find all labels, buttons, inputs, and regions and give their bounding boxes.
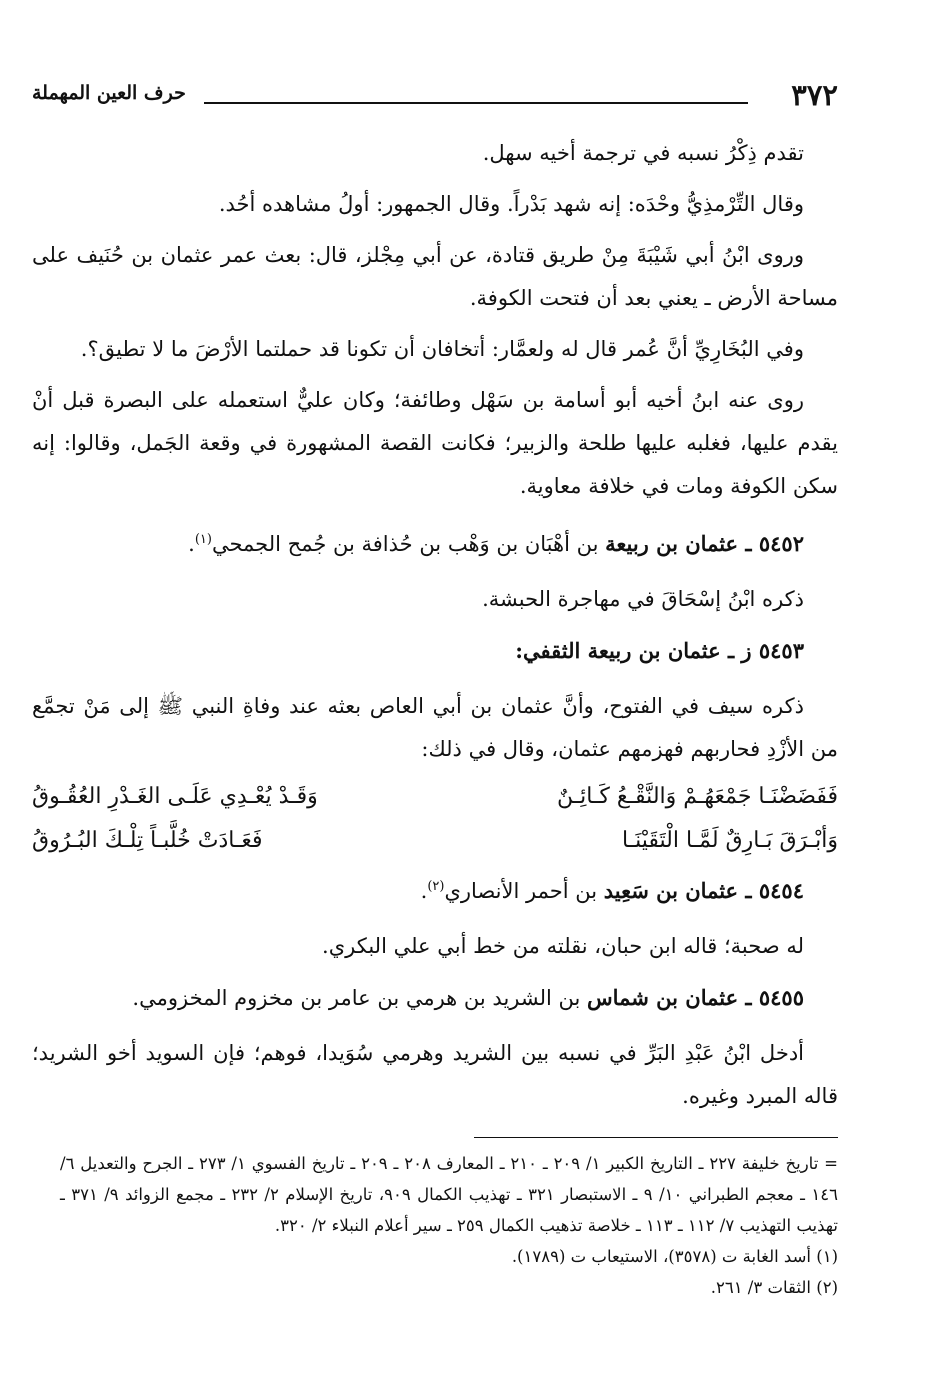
verse-second-hemistich: فَعَـادَتْ خُلَّبـاً تِلْـكَ البُـرُوقُ [32,828,263,853]
footnote-1: (١) أسد الغابة ت (٣٥٧٨)، الاستيعاب ت (١٧٨٩). [511,1247,838,1266]
entry-end: . [420,879,428,903]
paragraph: أدخل ابْنُ عَبْدِ البَرِّ في نسبه بين الشريد وهرمي سُوَيدا، فوهم؛ فإن السويد أخو الشريد؛ قاله المبرد وغيره. [32,1041,838,1108]
entry-lineage: بن الشريد بن هرمي بن عامر بن مخزوم المخزومي. [132,986,588,1010]
entry-heading: ٥٤٥٣ ز ـ عثمان بن ربيعة الثقفي: [515,638,804,663]
footnote-ref: (١) [194,532,212,547]
verse-first-hemistich: وَأبْـرَقَ بَـارِقٌ لَمَّـا الْتَقَيْنَـا [621,828,838,853]
page-header [32,78,838,112]
entry-5454 [32,869,838,913]
entry-heading: ٥٤٥٢ ـ عثمان بن ربيعة [605,531,804,556]
footnote-2: (٢) الثقات ٣/ ٢٦١. [710,1278,838,1297]
footnote-continuation: = تاريخ خليفة ٢٢٧ ـ التاريخ الكبير ١/ ٢٠٩ ـ ٢١٠ ـ المعارف ٢٠٨ ـ ٢٠٩ ـ تاريخ الفسوي ١/ ٢٧٣ ـ الجرح والتعديل ٦/ ١٤٦ ـ معجم الطبراني ١٠/ ٩ ـ الاستبصار ٣٢١ ـ تهذيب الكمال ٩٠٩، تاريخ الإسلام ٢/ ٢٣٢ ـ مجمع الزوائد ٩/ ٣٧١ ـ تهذيب التهذيب ٧/ ١١٢ ـ ١١٣ ـ خلاصة تذهيب الكمال ٢٥٩ ـ سير أعلام النبلاء ٢/ ٣٢٠. [60,1154,838,1235]
header-rule [204,102,748,104]
footnote-rule [474,1137,838,1138]
entry-lineage: بن أهْبَان بن وَهْب بن حُذافة بن جُمح الجمحي [211,532,606,556]
paragraph: وروى ابْنُ أبي شَيْبَةَ مِنْ طريق قتادة، عن أبي مِجْلز، قال: بعث عمر عثمان بن حُنَيف على مساحة الأرض ـ يعني بعد أن فتحت الكوفة. [32,243,838,310]
footnote-ref: (٢) [427,879,445,894]
entry-heading: ٥٤٥٥ ـ عثمان بن شماس [587,985,804,1010]
poem-verse [32,775,838,819]
paragraph: وفي البُخَارِيِّ أنَّ عُمر قال له ولعمَّار: أتخافان أن تكونا قد حملتما الأرْضَ ما لا تطيق؟. [80,337,804,361]
entry-5455 [32,976,838,1020]
entry-end: . [188,532,195,556]
entry-lineage: بن أحمر الأنصاري [444,879,604,903]
paragraph: ذكره ابْنُ إسْحَاقَ في مهاجرة الحبشة. [482,587,804,611]
poem-verse [32,819,838,863]
entry-5452 [32,522,838,566]
main-text [32,132,838,1126]
paragraph: روى عنه ابنُ أخيه أبو أسامة بن سَهْل وطائفة؛ وكان عليٌّ استعمله على البصرة قبل أنْ يقدم عليها، فغلبه عليها طلحة والزبير؛ فكانت القصة المشهورة في وقعة الجَمل، وقالوا: إنه سكن الكوفة ومات في خلافة معاوية. [32,388,838,498]
verse-first-hemistich: فَفَضَضْنَـا جَمْعَهُـمْ وَالنَّقْـعُ كَـائِـنٌ [556,784,838,809]
verse-second-hemistich: وَقَـدْ يُعْـدِي عَلَـى الغَـدْرِ العُقُـوقُ [32,784,318,809]
paragraph: وقال التِّرْمذِيُّ وحْدَه: إنه شهد بَدْراً. وقال الجمهور: أولُ مشاهده أحُد. [218,192,804,216]
entry-5453 [32,629,838,673]
paragraph: تقدم ذِكْرُ نسبه في ترجمة أخيه سهل. [482,141,804,165]
footnotes [60,1148,838,1303]
page-number: ٣٧٢ [791,78,838,112]
entry-heading: ٥٤٥٤ ـ عثمان بن سَعِيد [603,878,804,903]
paragraph: ذكره سيف في الفتوح، وأنَّ عثمان بن أبي العاص بعثه عند وفاةِ النبي ﷺ إلى مَنْ تجمَّع من الأزْدِ فحاربهم فهزمهم عثمان، وقال في ذلك: [32,694,838,761]
paragraph: له صحبة؛ قاله ابن حبان، نقلته من خط أبي علي البكري. [322,934,804,958]
running-title: حرف العين المهملة [32,82,186,104]
